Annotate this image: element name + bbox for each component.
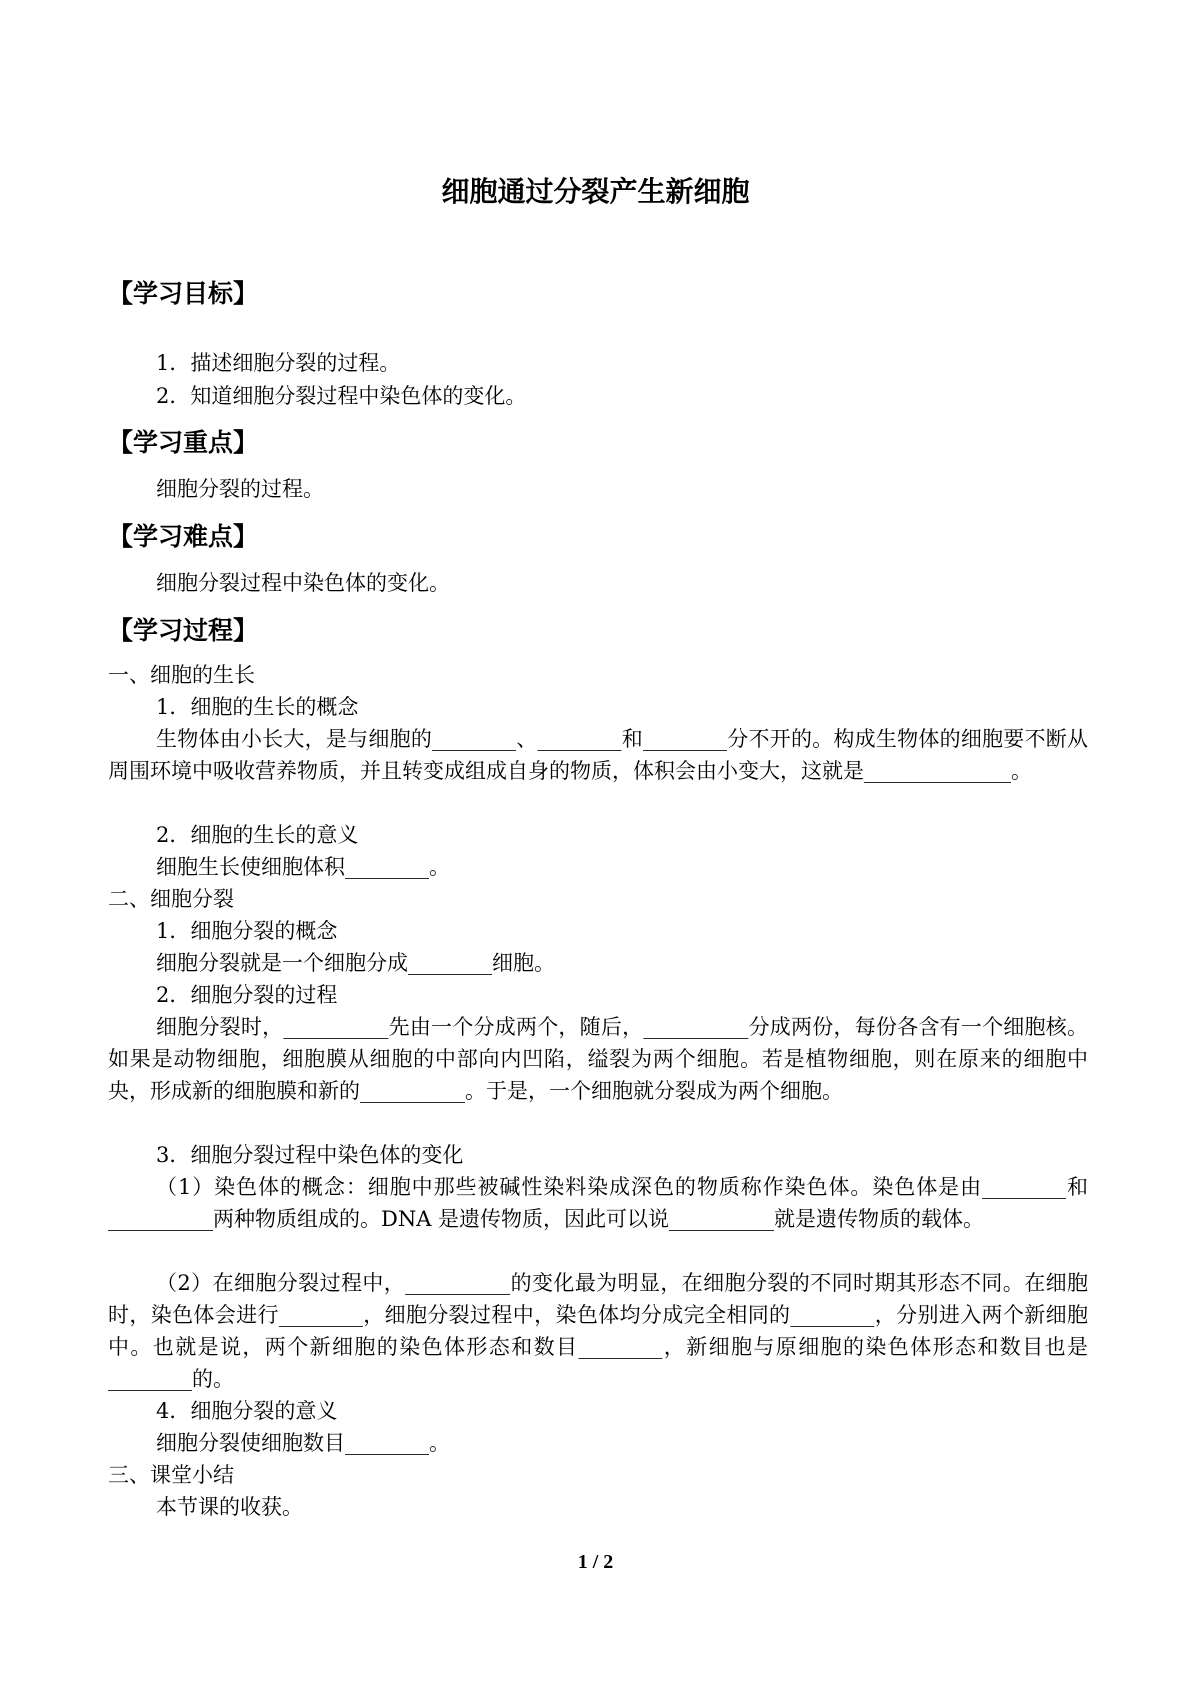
section-2-3-paragraph-1: （1）染色体的概念：细胞中那些被碱性染料染成深色的物质称作染色体。染色体是由________和__________两种物质组成的。DNA 是遗传物质，因此可以说__________就是遗传物质的载体。 [108,1175,1088,1231]
section-2-4-text: 细胞分裂使细胞数目________。 [156,1431,450,1455]
section-3-text: 本节课的收获。 [156,1495,303,1519]
section-3-title: 三、课堂小结 [108,1463,234,1487]
section-1-1-title: 1．细胞的生长的概念 [156,695,359,719]
section-1-1-text: 生物体由小长大，是与细胞的________、________和________分不开的。构成生物体的细胞要不断从周围环境中吸收营养物质，并且转变成组成自身的物质，体积会由小变大，这就是______________。 [108,727,1088,783]
section-2-3-paragraph-2: （2）在细胞分裂过程中，__________的变化最为明显，在细胞分裂的不同时期其形态不同。在细胞时，染色体会进行________，细胞分裂过程中，染色体均分成完全相同的________，分别进入两个新细胞中。也就是说，两个新细胞的染色体形态和数目________，新细胞与原细胞的染色体形态和数目也是________的。 [108,1271,1088,1391]
page-number: 1 / 2 [577,1551,614,1573]
process-heading: 【学习过程】 [108,616,259,645]
page-title: 细胞通过分裂产生新细胞 [441,175,750,208]
objectives-heading: 【学习目标】 [108,279,259,308]
difficulties-text: 细胞分裂过程中染色体的变化。 [156,571,450,595]
section-2-1-title: 1．细胞分裂的概念 [156,919,338,943]
section-2-2-title: 2．细胞分裂的过程 [156,983,338,1007]
section-2-title: 二、细胞分裂 [108,887,234,911]
key-points-heading: 【学习重点】 [108,428,259,457]
difficulties-heading: 【学习难点】 [108,522,259,551]
section-2-3-title: 3．细胞分裂过程中染色体的变化 [156,1143,464,1167]
objective-item-2: 2．知道细胞分裂过程中染色体的变化。 [156,384,527,408]
section-1-2-title: 2．细胞的生长的意义 [156,823,359,847]
section-2-2-text: 细胞分裂时，__________先由一个分成两个，随后，__________分成两份，每份各含有一个细胞核。如果是动物细胞，细胞膜从细胞的中部向内凹陷，缢裂为两个细胞。若是植物细胞，则在原来的细胞中央，形成新的细胞膜和新的__________。于是，一个细胞就分裂成为两个细胞。 [108,1015,1088,1103]
section-1-2-text: 细胞生长使细胞体积________。 [156,855,450,879]
objective-item-1: 1．描述细胞分裂的过程。 [156,351,401,375]
section-2-1-text: 细胞分裂就是一个细胞分成________细胞。 [156,951,555,975]
key-points-text: 细胞分裂的过程。 [156,477,324,501]
section-1-title: 一、细胞的生长 [108,663,255,687]
section-2-4-title: 4．细胞分裂的意义 [156,1399,338,1423]
